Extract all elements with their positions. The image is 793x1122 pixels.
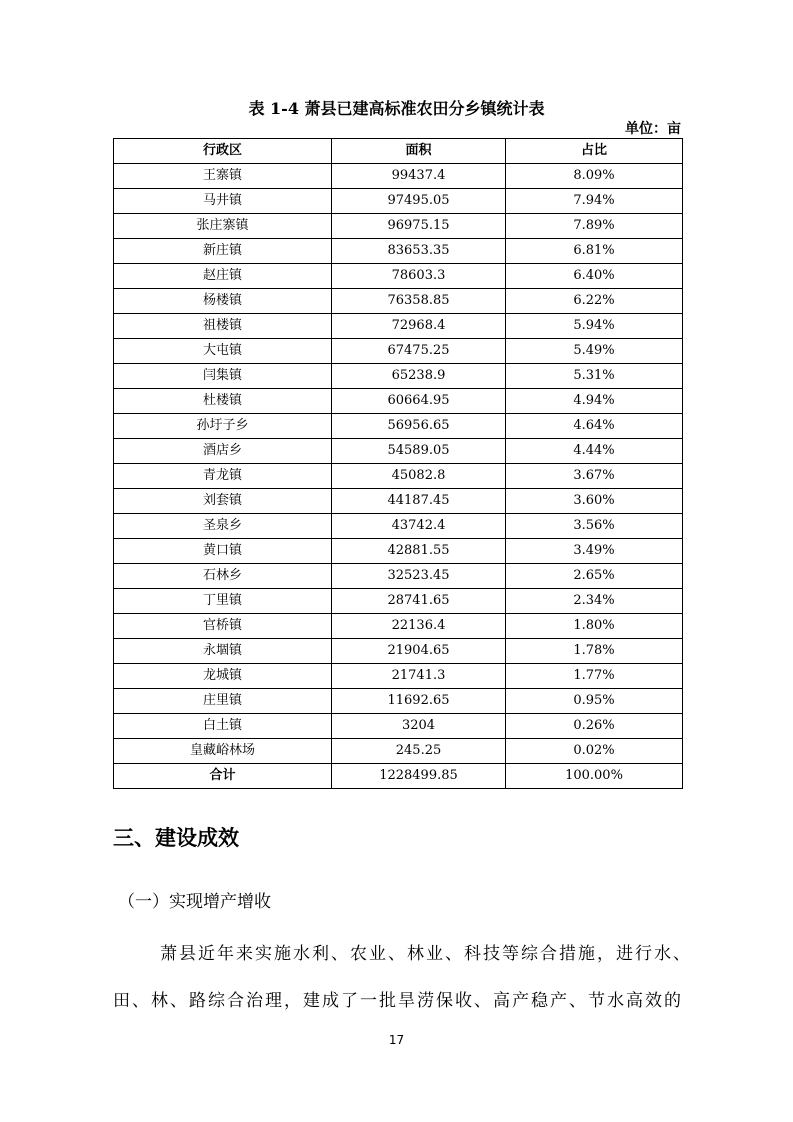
share-cell: 4.94%: [506, 389, 683, 414]
area-cell: 44187.45: [332, 489, 506, 514]
table-row: [114, 414, 683, 439]
header-share: 占比: [506, 139, 683, 164]
district-cell: 马井镇: [114, 189, 332, 214]
share-cell: 2.65%: [506, 564, 683, 589]
unit-label: 单位：亩: [625, 121, 681, 137]
share-cell: 7.94%: [506, 189, 683, 214]
share-cell: 2.34%: [506, 589, 683, 614]
area-cell: 21741.3: [332, 664, 506, 689]
area-cell: 83653.35: [332, 239, 506, 264]
share-cell: 4.64%: [506, 414, 683, 439]
area-cell: 32523.45: [332, 564, 506, 589]
share-cell: 6.40%: [506, 264, 683, 289]
district-cell: 张庄寨镇: [114, 214, 332, 239]
page-number: 17: [388, 1033, 405, 1047]
paragraph-line: 田、林、路综合治理，建成了一批旱涝保收、高产稳产、节水高效的: [113, 991, 683, 1011]
district-cell: 闫集镇: [114, 364, 332, 389]
share-cell: 1.78%: [506, 639, 683, 664]
area-cell: 54589.05: [332, 439, 506, 464]
total-share: 100.00%: [506, 764, 683, 789]
share-cell: 3.49%: [506, 539, 683, 564]
district-cell: 孙圩子乡: [114, 414, 332, 439]
district-cell: 大屯镇: [114, 339, 332, 364]
area-cell: 22136.4: [332, 614, 506, 639]
total-area: 1228499.85: [332, 764, 506, 789]
share-cell: 3.56%: [506, 514, 683, 539]
share-cell: 5.31%: [506, 364, 683, 389]
table-row: [114, 214, 683, 239]
district-cell: 圣泉乡: [114, 514, 332, 539]
table-row: [114, 464, 683, 489]
district-cell: 黄口镇: [114, 539, 332, 564]
farmland-stats-table: [113, 138, 683, 789]
table-row: [114, 689, 683, 714]
district-cell: 白土镇: [114, 714, 332, 739]
total-label: 合计: [114, 764, 332, 789]
table-row: [114, 489, 683, 514]
share-cell: 5.94%: [506, 314, 683, 339]
table-row: [114, 239, 683, 264]
table-row: [114, 264, 683, 289]
table-row: [114, 639, 683, 664]
district-cell: 庄里镇: [114, 689, 332, 714]
area-cell: 97495.05: [332, 189, 506, 214]
share-cell: 6.81%: [506, 239, 683, 264]
area-cell: 21904.65: [332, 639, 506, 664]
area-cell: 28741.65: [332, 589, 506, 614]
table-total-row: [114, 764, 683, 789]
table-row: [114, 739, 683, 764]
table-row: [114, 539, 683, 564]
share-cell: 8.09%: [506, 164, 683, 189]
table-row: [114, 439, 683, 464]
table-row: [114, 314, 683, 339]
table-row: [114, 664, 683, 689]
header-district: 行政区: [114, 139, 332, 164]
share-cell: 0.95%: [506, 689, 683, 714]
area-cell: 43742.4: [332, 514, 506, 539]
district-cell: 丁里镇: [114, 589, 332, 614]
district-cell: 祖楼镇: [114, 314, 332, 339]
area-cell: 42881.55: [332, 539, 506, 564]
table-row: [114, 164, 683, 189]
sub-heading: （一）实现增产增收: [118, 892, 271, 912]
share-cell: 7.89%: [506, 214, 683, 239]
table-row: [114, 589, 683, 614]
area-cell: 76358.85: [332, 289, 506, 314]
district-cell: 酒店乡: [114, 439, 332, 464]
table-row: [114, 714, 683, 739]
area-cell: 56956.65: [332, 414, 506, 439]
area-cell: 245.25: [332, 739, 506, 764]
area-cell: 60664.95: [332, 389, 506, 414]
district-cell: 青龙镇: [114, 464, 332, 489]
share-cell: 3.67%: [506, 464, 683, 489]
district-cell: 杜楼镇: [114, 389, 332, 414]
table-row: [114, 189, 683, 214]
share-cell: 1.80%: [506, 614, 683, 639]
area-cell: 99437.4: [332, 164, 506, 189]
district-cell: 赵庄镇: [114, 264, 332, 289]
table-row: [114, 614, 683, 639]
header-area: 面积: [332, 139, 506, 164]
table-row: [114, 289, 683, 314]
district-cell: 刘套镇: [114, 489, 332, 514]
share-cell: 4.44%: [506, 439, 683, 464]
share-cell: 3.60%: [506, 489, 683, 514]
table-row: [114, 564, 683, 589]
district-cell: 杨楼镇: [114, 289, 332, 314]
paragraph-line: 萧县近年来实施水利、农业、林业、科技等综合措施，进行水、: [160, 944, 692, 964]
district-cell: 新庄镇: [114, 239, 332, 264]
table-row: [114, 514, 683, 539]
table-title: 表 1-4 萧县已建高标准农田分乡镇统计表: [248, 99, 545, 118]
share-cell: 1.77%: [506, 664, 683, 689]
section-heading: 三、建设成效: [113, 826, 239, 850]
area-cell: 96975.15: [332, 214, 506, 239]
district-cell: 永堌镇: [114, 639, 332, 664]
table-header-row: [114, 139, 683, 164]
district-cell: 皇藏峪林场: [114, 739, 332, 764]
area-cell: 11692.65: [332, 689, 506, 714]
table-row: [114, 364, 683, 389]
table-row: [114, 389, 683, 414]
share-cell: 6.22%: [506, 289, 683, 314]
area-cell: 65238.9: [332, 364, 506, 389]
area-cell: 3204: [332, 714, 506, 739]
share-cell: 0.26%: [506, 714, 683, 739]
area-cell: 78603.3: [332, 264, 506, 289]
share-cell: 0.02%: [506, 739, 683, 764]
district-cell: 王寨镇: [114, 164, 332, 189]
area-cell: 72968.4: [332, 314, 506, 339]
table-row: [114, 339, 683, 364]
share-cell: 5.49%: [506, 339, 683, 364]
area-cell: 45082.8: [332, 464, 506, 489]
table-body: [114, 164, 683, 764]
district-cell: 龙城镇: [114, 664, 332, 689]
district-cell: 石林乡: [114, 564, 332, 589]
area-cell: 67475.25: [332, 339, 506, 364]
district-cell: 官桥镇: [114, 614, 332, 639]
